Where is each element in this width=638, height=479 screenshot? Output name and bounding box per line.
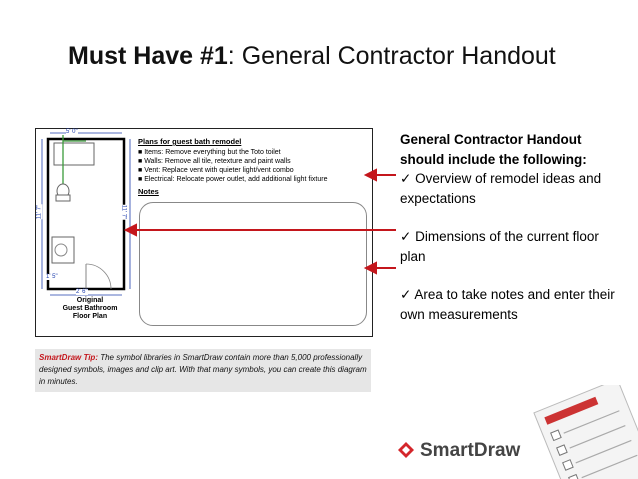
title-bold: Must Have #1: [68, 42, 228, 70]
plan-item: ■ Electrical: Relocate power outlet, add additional light fixture: [138, 175, 327, 184]
caption-line-2: Guest Bathroom: [62, 305, 118, 312]
tip-text: The symbol libraries in SmartDraw contain more than 5,000 professionally designed symbols, images and clip art. With that many symbols, you can create this diagram in minutes.: [39, 353, 367, 386]
plan-item: ■ Items: Remove everything but the Toto toilet: [138, 148, 327, 157]
smartdraw-logo-icon: [395, 439, 417, 461]
check-icon: ✓: [400, 287, 412, 302]
notes-label: Notes: [138, 187, 159, 196]
plan-item: ■ Walls: Remove all tile, retexture and paint walls: [138, 157, 327, 166]
dim-bottom: 2' 6": [76, 289, 88, 295]
arrow-overview-head: [366, 170, 376, 180]
requirement-item: [400, 285, 625, 324]
tip-label: SmartDraw Tip:: [39, 353, 98, 362]
check-icon: ✓: [400, 229, 412, 244]
requirement-item: [400, 169, 625, 208]
requirement-item: [400, 227, 625, 266]
dim-top: 5' 0": [66, 129, 78, 135]
caption-line-3: Floor Plan: [72, 313, 108, 320]
caption-line-1: Original: [76, 297, 104, 304]
requirements-heading: General Contractor Handout should include the following:: [400, 132, 587, 167]
requirement-text: Overview of remodel ideas and expectations: [400, 171, 602, 206]
dim-right: 11' 7": [120, 204, 127, 220]
arrow-notes-head: [366, 263, 376, 273]
plan-item: ■ Vent: Replace vent with quieter light/vent combo: [138, 166, 327, 175]
dim-left: 11' 7": [36, 204, 43, 220]
plan-title: Plans for guest bath remodel: [138, 137, 242, 146]
requirement-text: Dimensions of the current floor plan: [400, 229, 599, 264]
requirements-text: [400, 130, 625, 324]
dim-lower: 1' 5": [46, 274, 58, 280]
logo-text: SmartDraw: [420, 440, 521, 461]
title-rest: : General Contractor Handout: [227, 42, 556, 70]
arrow-dimensions-head: [126, 225, 136, 235]
checklist-doc-icon: [526, 385, 638, 479]
requirement-text: Area to take notes and enter their own measurements: [400, 287, 615, 322]
smartdraw-logo: [420, 440, 520, 462]
check-icon: ✓: [400, 171, 412, 186]
